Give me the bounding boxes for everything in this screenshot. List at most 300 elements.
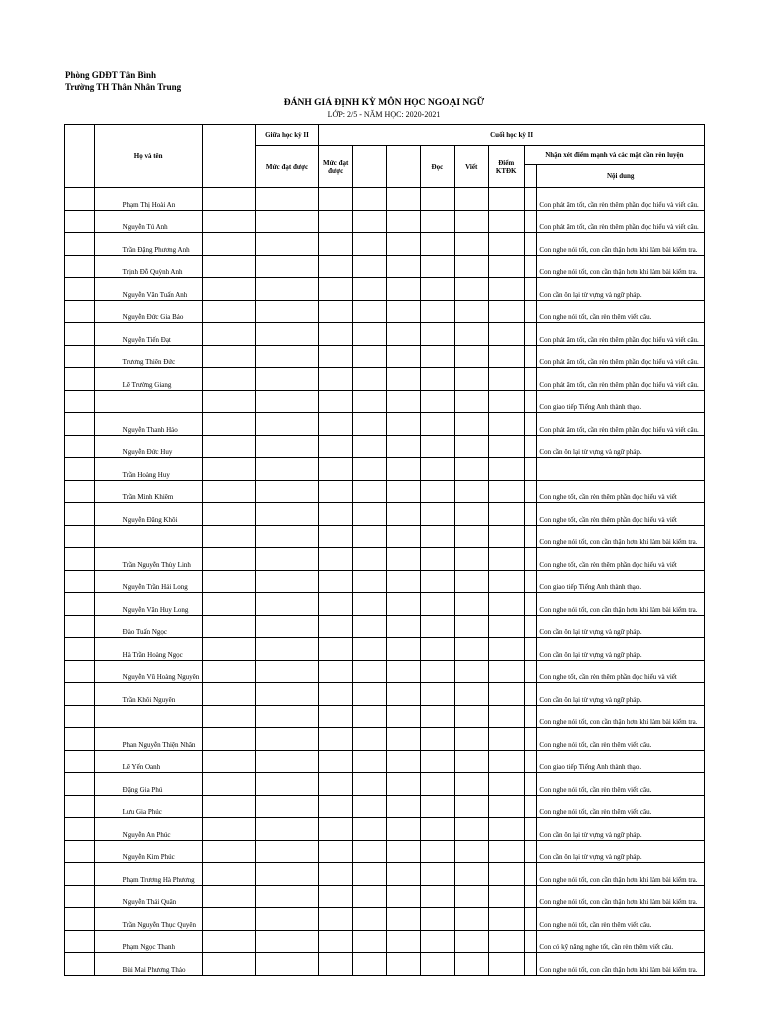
student-name: Trịnh Đỗ Quỳnh Anh <box>94 255 202 278</box>
score-cell <box>319 188 353 211</box>
score-cell <box>420 458 454 481</box>
score-cell <box>454 300 488 323</box>
score-cell <box>353 390 387 413</box>
remark-text: Con nghe nói tốt, cần rèn thêm viết câu. <box>537 795 705 818</box>
student-name: Nguyễn Thanh Hảo <box>94 413 202 436</box>
score-cell <box>454 638 488 661</box>
score-cell <box>387 615 421 638</box>
index-cell <box>65 615 95 638</box>
remark-text: Con phát âm tốt, cần rèn thêm phần đọc hiểu và viết câu. <box>537 188 705 211</box>
score-cell <box>454 795 488 818</box>
score-cell <box>420 345 454 368</box>
table-row <box>65 345 705 368</box>
remark-text: Con nghe nói tốt, con cần thận hơn khi làm bài kiểm tra. <box>537 525 705 548</box>
score-cell <box>319 795 353 818</box>
score-cell <box>524 773 537 796</box>
student-name: Lê Trường Giang <box>94 368 202 391</box>
score-cell <box>524 278 537 301</box>
table-row <box>65 863 705 886</box>
score-cell <box>319 863 353 886</box>
score-cell <box>454 570 488 593</box>
score-cell <box>387 570 421 593</box>
score-cell <box>319 840 353 863</box>
score-cell <box>454 728 488 751</box>
student-name: Nguyễn Đức Huy <box>94 435 202 458</box>
score-cell <box>202 458 255 481</box>
score-cell <box>353 255 387 278</box>
score-cell <box>524 683 537 706</box>
score-cell <box>420 188 454 211</box>
score-cell <box>454 705 488 728</box>
score-cell <box>420 908 454 931</box>
score-cell <box>387 210 421 233</box>
remark-text: Con phát âm tốt, cần rèn thêm phần đọc hiểu và viết câu. <box>537 210 705 233</box>
score-cell <box>202 233 255 256</box>
index-cell <box>65 953 95 976</box>
score-cell <box>454 323 488 346</box>
student-name: Đặng Gia Phú <box>94 773 202 796</box>
score-cell <box>319 908 353 931</box>
remark-text: Con nghe tốt, cần rèn thêm phần đọc hiểu và viết <box>537 503 705 526</box>
table-row <box>65 525 705 548</box>
score-cell <box>524 413 537 436</box>
score-cell <box>353 458 387 481</box>
score-cell <box>319 750 353 773</box>
score-cell <box>387 480 421 503</box>
score-cell <box>488 413 524 436</box>
score-cell <box>202 750 255 773</box>
index-cell <box>65 323 95 346</box>
score-cell <box>353 728 387 751</box>
score-cell <box>202 953 255 976</box>
score-cell <box>524 818 537 841</box>
score-cell <box>524 638 537 661</box>
score-cell <box>319 255 353 278</box>
score-cell <box>319 435 353 458</box>
score-cell <box>202 548 255 571</box>
table-row <box>65 278 705 301</box>
score-cell <box>353 525 387 548</box>
score-cell <box>202 885 255 908</box>
score-cell <box>353 435 387 458</box>
score-cell <box>202 368 255 391</box>
remark-text: Con nghe nói tốt, con cần thận hơn khi làm bài kiểm tra. <box>537 953 705 976</box>
score-cell <box>420 323 454 346</box>
score-cell <box>488 503 524 526</box>
score-cell <box>454 435 488 458</box>
score-cell <box>454 458 488 481</box>
score-cell <box>420 885 454 908</box>
index-cell <box>65 750 95 773</box>
score-cell <box>202 570 255 593</box>
score-cell <box>387 728 421 751</box>
student-name: Phan Nguyễn Thiện Nhân <box>94 728 202 751</box>
score-cell <box>488 615 524 638</box>
table-row <box>65 390 705 413</box>
score-cell <box>353 413 387 436</box>
score-cell <box>202 413 255 436</box>
table-row <box>65 188 705 211</box>
remark-text: Con nghe nói tốt, cần rèn thêm viết câu. <box>537 773 705 796</box>
score-cell <box>255 683 319 706</box>
score-cell <box>202 615 255 638</box>
score-cell <box>353 323 387 346</box>
score-cell <box>524 300 537 323</box>
table-row <box>65 818 705 841</box>
score-cell <box>255 818 319 841</box>
index-cell <box>65 908 95 931</box>
score-cell <box>488 750 524 773</box>
score-cell <box>454 908 488 931</box>
score-cell <box>420 278 454 301</box>
score-cell <box>454 233 488 256</box>
score-cell <box>319 368 353 391</box>
score-cell <box>454 413 488 436</box>
index-cell <box>65 863 95 886</box>
score-cell <box>488 278 524 301</box>
page-subtitle: LỚP: 2/5 - NĂM HỌC: 2020-2021 <box>327 110 441 119</box>
score-cell <box>524 750 537 773</box>
remark-text: Con cần ôn lại từ vựng và ngữ pháp. <box>537 435 705 458</box>
score-cell <box>255 278 319 301</box>
student-name: Nguyễn Văn Huy Long <box>94 593 202 616</box>
score-cell <box>387 548 421 571</box>
score-cell <box>524 728 537 751</box>
score-cell <box>387 233 421 256</box>
score-cell <box>387 773 421 796</box>
score-cell <box>387 503 421 526</box>
score-cell <box>454 750 488 773</box>
score-cell <box>488 840 524 863</box>
score-cell <box>454 593 488 616</box>
index-cell <box>65 570 95 593</box>
score-cell <box>524 660 537 683</box>
table-row <box>65 503 705 526</box>
score-cell <box>420 953 454 976</box>
score-cell <box>524 953 537 976</box>
score-cell <box>420 863 454 886</box>
table-row <box>65 458 705 481</box>
score-cell <box>319 660 353 683</box>
table-row <box>65 368 705 391</box>
score-cell <box>319 525 353 548</box>
index-cell <box>65 435 95 458</box>
student-name: Phạm Ngọc Thanh <box>94 930 202 953</box>
score-cell <box>255 795 319 818</box>
score-cell <box>454 480 488 503</box>
score-cell <box>255 638 319 661</box>
score-cell <box>420 750 454 773</box>
score-cell <box>488 683 524 706</box>
table-row <box>65 593 705 616</box>
table-row <box>65 840 705 863</box>
score-cell <box>255 390 319 413</box>
score-cell <box>488 390 524 413</box>
remark-text: Con phát âm tốt, cần rèn thêm phần đọc hiểu và viết câu. <box>537 323 705 346</box>
score-cell <box>353 773 387 796</box>
score-cell <box>454 525 488 548</box>
score-cell <box>524 210 537 233</box>
remark-text: Con nghe tốt, cần rèn thêm phần đọc hiểu và viết <box>537 548 705 571</box>
student-name: Nguyễn Vũ Hoàng Nguyên <box>94 660 202 683</box>
remark-text: Con có kỹ năng nghe tốt, cần rèn thêm viết câu. <box>537 930 705 953</box>
index-cell <box>65 345 95 368</box>
score-cell <box>524 458 537 481</box>
score-cell <box>524 503 537 526</box>
table-row <box>65 885 705 908</box>
table-row <box>65 435 705 458</box>
score-cell <box>319 480 353 503</box>
score-cell <box>524 705 537 728</box>
score-cell <box>488 525 524 548</box>
score-cell <box>420 255 454 278</box>
score-cell <box>202 323 255 346</box>
student-name: Nguyễn Đức Gia Bảo <box>94 300 202 323</box>
remarks-header: Nhận xét điểm mạnh và các mặt cần rèn luyện <box>524 146 704 165</box>
table-row <box>65 795 705 818</box>
score-cell <box>420 818 454 841</box>
table-row <box>65 638 705 661</box>
table-row <box>65 660 705 683</box>
remark-text: Con nghe nói tốt, con cần thận hơn khi làm bài kiểm tra. <box>537 885 705 908</box>
score-cell <box>255 210 319 233</box>
score-cell <box>255 480 319 503</box>
score-cell <box>524 188 537 211</box>
score-cell <box>420 660 454 683</box>
score-cell <box>353 638 387 661</box>
score-cell <box>420 413 454 436</box>
score-cell <box>255 908 319 931</box>
student-name: Nguyễn An Phúc <box>94 818 202 841</box>
score-cell <box>255 368 319 391</box>
score-cell <box>488 885 524 908</box>
score-cell <box>454 548 488 571</box>
score-cell <box>420 570 454 593</box>
score-cell <box>202 435 255 458</box>
score-cell <box>202 795 255 818</box>
score-cell <box>420 525 454 548</box>
student-name: Trần Hoàng Huy <box>94 458 202 481</box>
final-level-header: Mức đạt được <box>319 146 353 188</box>
score-cell <box>202 210 255 233</box>
score-cell <box>524 390 537 413</box>
score-cell <box>319 458 353 481</box>
score-cell <box>524 570 537 593</box>
student-name: Nguyễn Thái Quân <box>94 885 202 908</box>
score-cell <box>255 885 319 908</box>
score-cell <box>420 435 454 458</box>
score-cell <box>319 773 353 796</box>
midterm-level-header: Mức đạt được <box>255 146 319 188</box>
score-cell <box>454 885 488 908</box>
score-cell <box>420 368 454 391</box>
student-name: Trần Khôi Nguyên <box>94 683 202 706</box>
index-cell <box>65 368 95 391</box>
index-cell <box>65 930 95 953</box>
remarks-spacer <box>524 165 537 188</box>
index-cell <box>65 773 95 796</box>
score-cell <box>202 255 255 278</box>
remark-text: Con nghe nói tốt, cần rèn thêm viết câu. <box>537 728 705 751</box>
score-cell <box>420 210 454 233</box>
score-cell <box>319 593 353 616</box>
score-cell <box>488 660 524 683</box>
student-name: Bùi Mai Phương Thảo <box>94 953 202 976</box>
score-cell <box>387 660 421 683</box>
table-row <box>65 255 705 278</box>
table-row <box>65 570 705 593</box>
table-row <box>65 548 705 571</box>
score-cell <box>319 818 353 841</box>
index-cell <box>65 660 95 683</box>
score-cell <box>420 300 454 323</box>
score-cell <box>420 233 454 256</box>
score-cell <box>255 750 319 773</box>
score-cell <box>202 930 255 953</box>
score-cell <box>454 660 488 683</box>
score-cell <box>387 795 421 818</box>
score-cell <box>488 210 524 233</box>
remark-text: Con nghe nói tốt, con cần thận hơn khi làm bài kiểm tra. <box>537 233 705 256</box>
table-row <box>65 210 705 233</box>
score-cell <box>319 413 353 436</box>
score-cell <box>353 503 387 526</box>
score-cell <box>488 188 524 211</box>
index-cell <box>65 188 95 211</box>
score-cell <box>488 548 524 571</box>
student-name: Trần Minh Khiêm <box>94 480 202 503</box>
score-cell <box>488 908 524 931</box>
score-cell <box>387 863 421 886</box>
score-cell <box>255 548 319 571</box>
score-cell <box>353 705 387 728</box>
score-cell <box>319 503 353 526</box>
score-cell <box>255 323 319 346</box>
score-cell <box>524 368 537 391</box>
score-cell <box>202 638 255 661</box>
score-cell <box>387 930 421 953</box>
score-cell <box>255 728 319 751</box>
score-cell <box>255 863 319 886</box>
score-cell <box>387 840 421 863</box>
score-cell <box>387 345 421 368</box>
remark-text: Con nghe nói tốt, con cần thận hơn khi làm bài kiểm tra. <box>537 255 705 278</box>
score-cell <box>454 773 488 796</box>
score-cell <box>255 300 319 323</box>
score-cell <box>319 885 353 908</box>
student-name: Nguyễn Đăng Khôi <box>94 503 202 526</box>
index-cell <box>65 255 95 278</box>
score-cell <box>524 593 537 616</box>
score-cell <box>454 390 488 413</box>
student-name: Phạm Trương Hà Phương <box>94 863 202 886</box>
score-cell <box>319 930 353 953</box>
score-cell <box>353 278 387 301</box>
index-cell <box>65 638 95 661</box>
index-cell <box>65 548 95 571</box>
student-name: Nguyễn Trần Hải Long <box>94 570 202 593</box>
index-cell <box>65 705 95 728</box>
score-cell <box>387 953 421 976</box>
score-cell <box>202 300 255 323</box>
score-cell <box>454 863 488 886</box>
score-cell <box>454 278 488 301</box>
score-cell <box>319 300 353 323</box>
score-cell <box>387 885 421 908</box>
score-cell <box>524 795 537 818</box>
student-name: Trần Nguyễn Thục Quyên <box>94 908 202 931</box>
score-cell <box>353 548 387 571</box>
student-name: Hà Trần Hoàng Ngọc <box>94 638 202 661</box>
remark-text: Con nghe nói tốt, cần rèn thêm viết câu. <box>537 300 705 323</box>
score-cell <box>420 503 454 526</box>
student-name: Đào Tuấn Ngọc <box>94 615 202 638</box>
remark-text: Con cần ôn lại từ vựng và ngữ pháp. <box>537 840 705 863</box>
remark-text: Con cần ôn lại từ vựng và ngữ pháp. <box>537 638 705 661</box>
score-cell <box>387 525 421 548</box>
score-cell <box>255 593 319 616</box>
score-cell <box>524 863 537 886</box>
score-cell <box>202 773 255 796</box>
index-cell <box>65 210 95 233</box>
score-cell <box>488 593 524 616</box>
score-cell <box>524 615 537 638</box>
remark-text: Con cần ôn lại từ vựng và ngữ pháp. <box>537 615 705 638</box>
score-cell <box>255 435 319 458</box>
score-cell <box>387 413 421 436</box>
score-cell <box>319 548 353 571</box>
student-name: Nguyễn Tú Anh <box>94 210 202 233</box>
score-cell <box>488 345 524 368</box>
name-header: Họ và tên <box>94 125 202 188</box>
blank-col-header-2 <box>387 146 421 188</box>
score-cell <box>488 953 524 976</box>
index-cell <box>65 525 95 548</box>
score-cell <box>454 615 488 638</box>
score-cell <box>524 255 537 278</box>
score-cell <box>353 683 387 706</box>
content-header: Nội dung <box>537 165 705 188</box>
score-cell <box>353 210 387 233</box>
writing-header: Viết <box>454 146 488 188</box>
score-cell <box>353 593 387 616</box>
office-name: Phòng GDĐT Tân Bình <box>65 70 156 80</box>
score-cell <box>202 818 255 841</box>
score-cell <box>202 705 255 728</box>
score-cell <box>488 435 524 458</box>
score-cell <box>202 503 255 526</box>
score-cell <box>488 773 524 796</box>
score-cell <box>319 390 353 413</box>
score-cell <box>454 930 488 953</box>
index-cell <box>65 480 95 503</box>
score-cell <box>387 255 421 278</box>
score-cell <box>454 345 488 368</box>
score-cell <box>488 323 524 346</box>
index-cell <box>65 278 95 301</box>
score-cell <box>353 188 387 211</box>
score-cell <box>454 953 488 976</box>
reading-header: Đọc <box>420 146 454 188</box>
score-cell <box>488 638 524 661</box>
midterm-header: Giữa học kỳ II <box>255 125 319 146</box>
table-row <box>65 480 705 503</box>
table-row <box>65 233 705 256</box>
student-name <box>94 525 202 548</box>
score-cell <box>488 570 524 593</box>
score-cell <box>420 840 454 863</box>
score-cell <box>488 705 524 728</box>
